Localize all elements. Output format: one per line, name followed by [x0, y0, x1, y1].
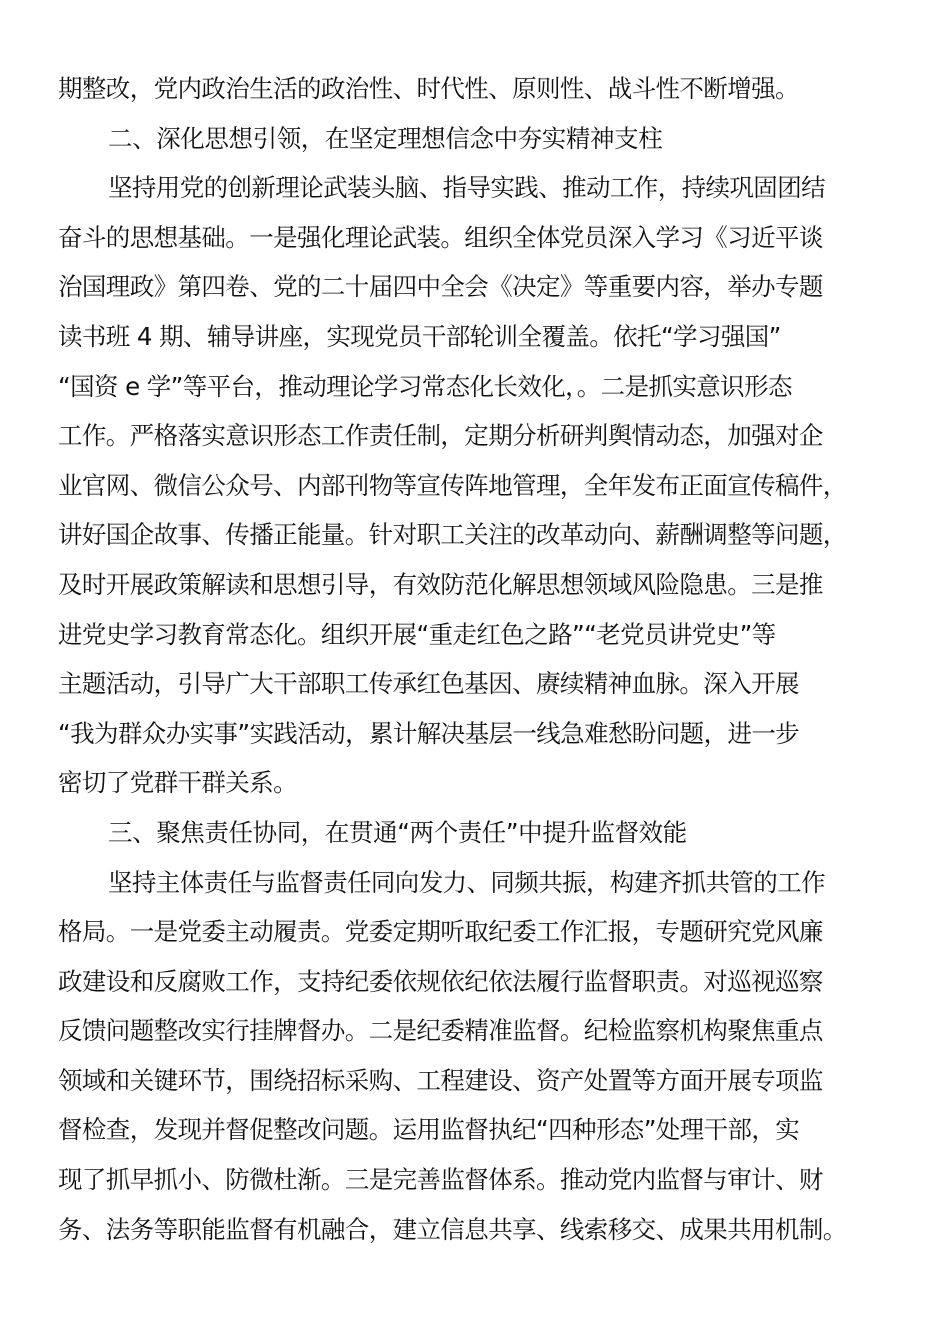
paragraph-line: 期整改，党内政治生活的政治性、时代性、原则性、战斗性不断增强。	[58, 74, 799, 103]
paragraph-line: 读书班 4 期、辅导讲座，实现党员干部轮训全覆盖。依托“学习强国”	[58, 321, 781, 351]
paragraph-line: “国资 e 学”等平台，推动理论学习常态化长效化，。二是抓实意识形态	[58, 371, 792, 401]
paragraph-line: 主题活动，引导广大干部职工传承红色基因、赓续精神血脉。深入开展	[58, 669, 799, 699]
paragraph-line: 业官网、微信公众号、内部刊物等宣传阵地管理，全年发布正面宣传稿件，	[58, 470, 847, 500]
paragraph-line: 治国理政》第四卷、党的二十届四中全会《决定》等重要内容，举办专题	[58, 272, 823, 302]
paragraph-line: 务、法务等职能监督有机融合，建立信息共享、线索移交、成果共用机制。	[58, 1214, 847, 1244]
section-heading-3: 三、聚焦责任协同，在贯通“两个责任”中提升监督效能	[108, 817, 687, 847]
paragraph-line: 奋斗的思想基础。一是强化理论武装。组织全体党员深入学习《习近平谈	[58, 222, 823, 252]
paragraph-line: 格局。一是党委主动履责。党委定期听取纪委工作汇报，专题研究党风廉	[58, 917, 823, 947]
paragraph-line: 领域和关键环节，围绕招标采购、工程建设、资产处置等方面开展专项监	[58, 1065, 823, 1095]
paragraph-line: 现了抓早抓小、防微杜渐。三是完善监督体系。推动党内监督与审计、财	[58, 1165, 823, 1195]
paragraph-line: 督检查，发现并督促整改问题。运用监督执纪“四种形态”处理干部，实	[58, 1115, 800, 1145]
section-heading-2: 二、深化思想引领，在坚定理想信念中夯实精神支柱	[108, 123, 663, 153]
paragraph-line: 坚持用党的创新理论武装头脑、指导实践、推动工作，持续巩固团结	[108, 173, 825, 203]
paragraph-line: 反馈问题整改实行挂牌督办。二是纪委精准监督。纪检监察机构聚焦重点	[58, 1016, 823, 1046]
paragraph-line: 密切了党群干群关系。	[58, 768, 297, 798]
document-page	[58, 64, 894, 1254]
paragraph-line: 讲好国企故事、传播正能量。针对职工关注的改革动向、薪酬调整等问题，	[58, 520, 847, 550]
paragraph-line: 坚持主体责任与监督责任同向发力、同频共振，构建齐抓共管的工作	[108, 867, 825, 897]
paragraph-line: 进党史学习教育常态化。组织开展“重走红色之路”“老党员讲党史”等	[58, 619, 776, 649]
paragraph-line: 工作。严格落实意识形态工作责任制，定期分析研判舆情动态，加强对企	[58, 421, 823, 451]
paragraph-line: 及时开展政策解读和思想引导，有效防范化解思想领域风险隐患。三是推	[58, 569, 823, 599]
paragraph-line: 政建设和反腐败工作，支持纪委依规依纪依法履行监督职责。对巡视巡察	[58, 966, 823, 996]
paragraph-line: “我为群众办实事”实践活动，累计解决基层一线急难愁盼问题，进一步	[58, 718, 800, 748]
